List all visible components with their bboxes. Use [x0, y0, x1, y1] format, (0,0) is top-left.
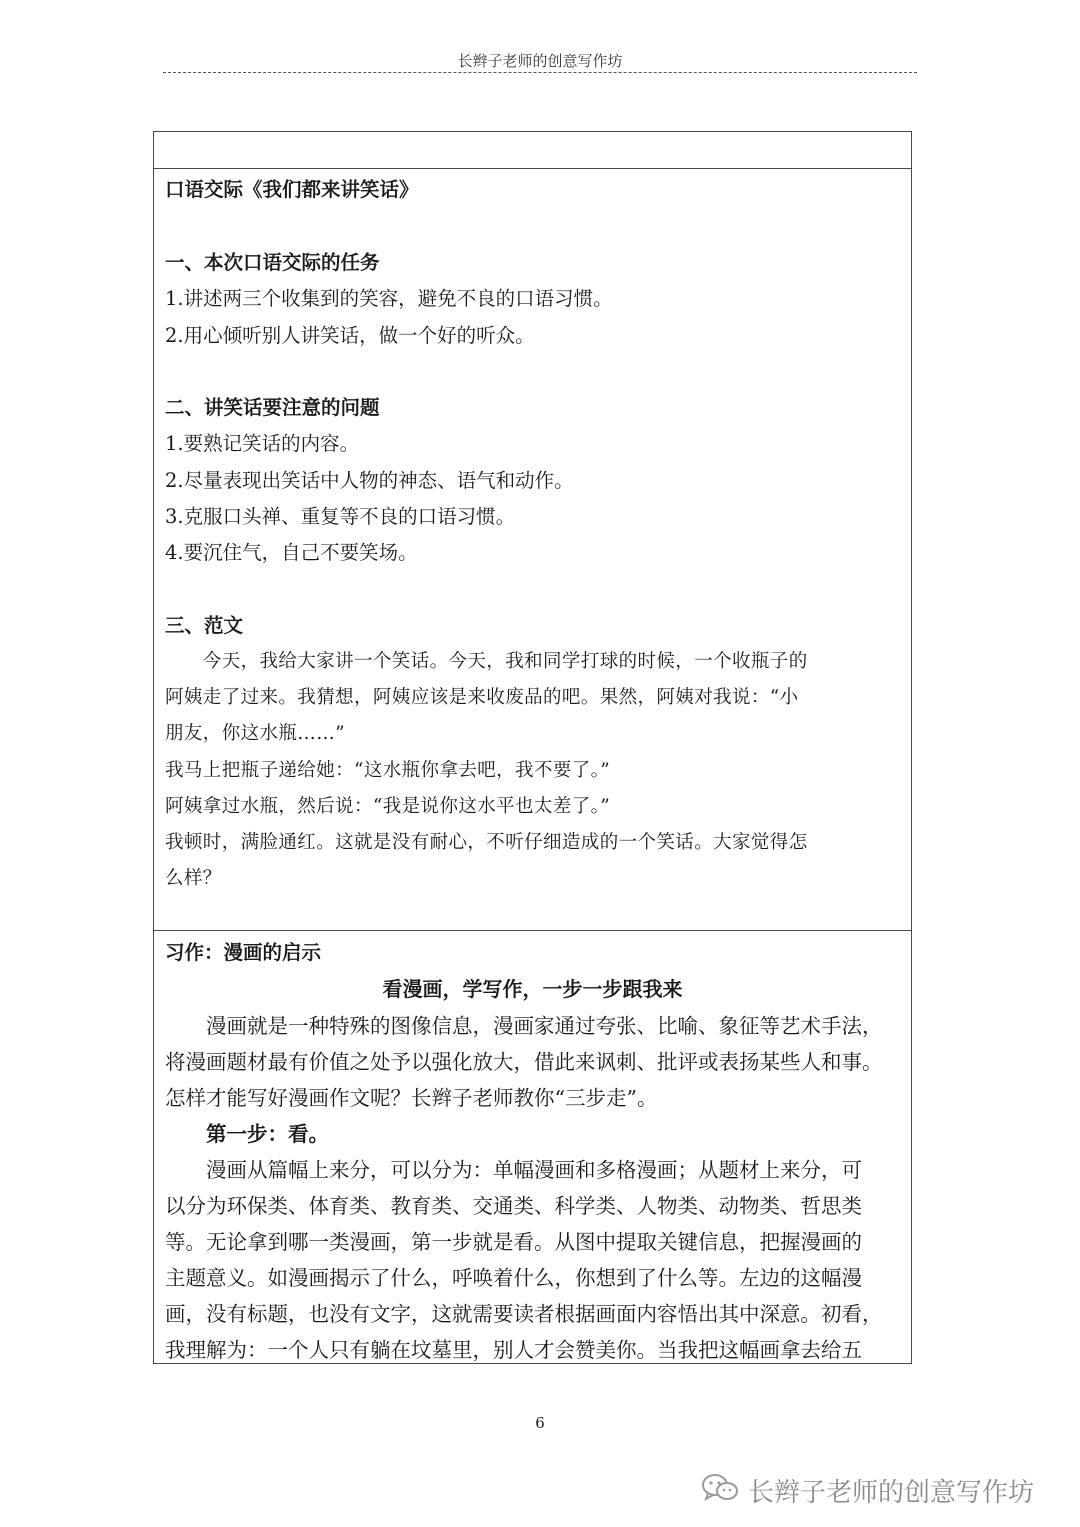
wechat-icon [700, 1471, 740, 1509]
sample-line: 朋友，你这水瓶……” [165, 723, 345, 744]
part2-item: 2.尽量表现出笑话中人物的神态、语气和动作。 [165, 469, 574, 492]
section-title-writing: 习作：漫画的启示 [165, 941, 322, 964]
part2-item: 3.克服口头禅、重复等不良的口语习惯。 [165, 505, 516, 528]
sample-line: 阿姨走了过来。我猜想，阿姨应该是来收废品的吧。果然，阿姨对我说：“小 [165, 687, 799, 708]
part1-item: 1.讲述两三个收集到的笑容，避免不良的口语习惯。 [165, 287, 613, 310]
step1-line: 等。无论拿到哪一类漫画，第一步就是看。从图中提取关键信息，把握漫画的 [165, 1230, 862, 1254]
page-number: 6 [535, 1414, 545, 1432]
table-row-divider-middle [154, 930, 911, 931]
intro-line: 漫画就是一种特殊的图像信息，漫画家通过夸张、比喻、象征等艺术手法， [165, 1014, 883, 1038]
header-divider [163, 72, 917, 73]
watermark-text: 长辫子老师的创意写作坊 [748, 1477, 1035, 1508]
step1-heading: 第一步：看。 [165, 1122, 329, 1146]
part1-item: 2.用心倾听别人讲笑话，做一个好的听众。 [165, 324, 535, 347]
sample-line: 我马上把瓶子递给她：“这水瓶你拿去吧，我不要了。” [165, 760, 611, 781]
part2-item: 1.要熟记笑话的内容。 [165, 432, 360, 455]
part2-heading: 二、讲笑话要注意的问题 [165, 396, 380, 419]
intro-line: 怎样才能写好漫画作文呢？长辫子老师教你“三步走”。 [165, 1086, 658, 1110]
table-row-divider-top [154, 168, 911, 169]
sample-line: 么样？ [165, 868, 222, 889]
step1-line: 我理解为：一个人只有躺在坟墓里，别人才会赞美你。当我把这幅画拿去给五 [165, 1338, 862, 1362]
section-subtitle: 看漫画，学写作，一步一步跟我来 [382, 977, 683, 1001]
part2-item: 4.要沉住气，自己不要笑场。 [165, 541, 418, 564]
page-header-title: 长辫子老师的创意写作坊 [457, 52, 623, 70]
step1-line: 主题意义。如漫画揭示了什么，呼唤着什么，你想到了什么等。左边的这幅漫 [165, 1266, 862, 1290]
sample-line: 阿姨拿过水瓶，然后说：“我是说你这水平也太差了。” [165, 796, 611, 817]
step1-line: 漫画从篇幅上来分，可以分为：单幅漫画和多格漫画；从题材上来分，可 [165, 1158, 862, 1182]
watermark [700, 1470, 1034, 1510]
section-title-oral: 口语交际《我们都来讲笑话》 [165, 178, 419, 201]
sample-line: 今天，我给大家讲一个笑话。今天，我和同学打球的时候，一个收瓶子的 [165, 651, 808, 672]
step1-line: 以分为环保类、体育类、教育类、交通类、科学类、人物类、动物类、哲思类 [165, 1194, 862, 1218]
intro-line: 将漫画题材最有价值之处予以强化放大，借此来讽刺、批评或表扬某些人和事。 [165, 1050, 883, 1074]
part3-heading: 三、范文 [165, 614, 244, 637]
sample-line: 我顿时，满脸通红。这就是没有耐心，不听仔细造成的一个笑话。大家觉得怎 [165, 832, 808, 853]
step1-line: 画，没有标题，也没有文字，这就需要读者根据画面内容悟出其中深意。初看， [165, 1302, 883, 1326]
part1-heading: 一、本次口语交际的任务 [165, 251, 380, 274]
